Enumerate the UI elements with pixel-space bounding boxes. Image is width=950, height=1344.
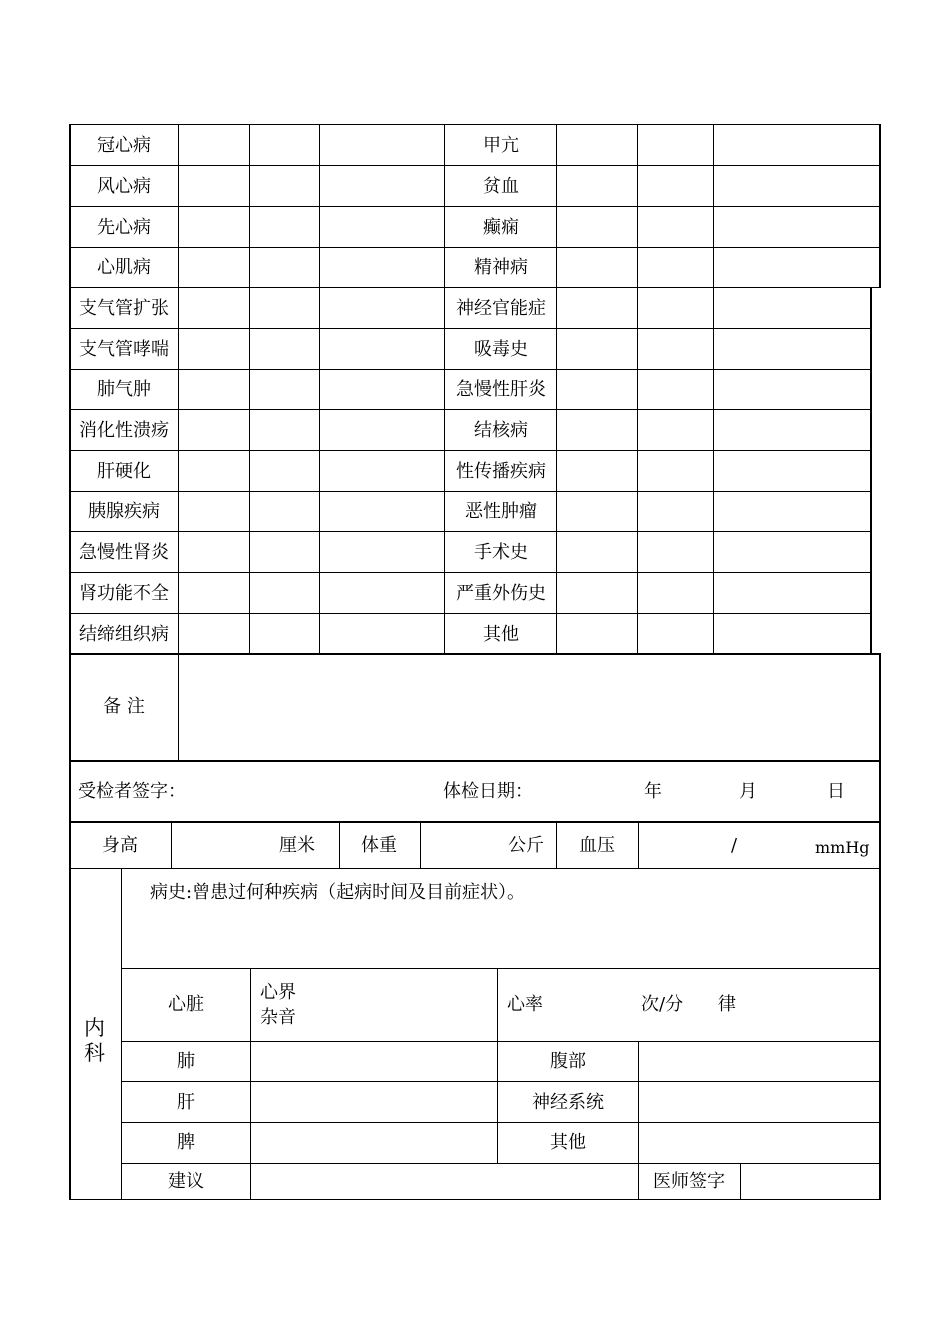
history-right-label: 癫痫 <box>483 216 519 238</box>
history-answer-cell[interactable] <box>639 532 712 571</box>
history-answer-cell[interactable] <box>180 248 248 286</box>
history-left-label: 支气管哮喘 <box>79 338 169 360</box>
history-answer-cell[interactable] <box>715 248 878 286</box>
history-answer-cell[interactable] <box>321 126 443 164</box>
history-left-label: 心肌病 <box>97 257 151 278</box>
heart-border-label: 心界 <box>260 982 296 1003</box>
history-answer-cell[interactable] <box>321 248 443 286</box>
history-answer-cell[interactable] <box>321 492 443 530</box>
grid-line <box>69 653 881 655</box>
grid-line <box>249 124 250 654</box>
history-answer-cell[interactable] <box>251 166 318 205</box>
grid-line <box>637 124 638 654</box>
history-answer-cell[interactable] <box>715 573 869 612</box>
history-answer-cell[interactable] <box>180 126 248 164</box>
grid-line <box>69 760 881 762</box>
history-prompt: 病史:曾患过何种疾病（起病时间及目前症状）。 <box>150 882 526 903</box>
blood-pressure-separator: / <box>731 835 738 856</box>
blood-pressure-unit: mmHg <box>815 838 870 857</box>
history-answer-cell[interactable] <box>558 614 636 653</box>
heart-rate-unit: 次/分 <box>641 994 684 1015</box>
history-answer-cell[interactable] <box>558 126 636 164</box>
history-answer-cell[interactable] <box>180 370 248 408</box>
grid-line <box>879 124 881 287</box>
history-right-label: 恶性肿瘤 <box>465 501 537 522</box>
history-answer-cell[interactable] <box>558 166 636 205</box>
history-answer-cell[interactable] <box>639 126 712 164</box>
date-year-label: 年 <box>644 781 662 802</box>
heart-murmur-label: 杂音 <box>260 1007 296 1028</box>
history-answer-cell[interactable] <box>639 207 712 246</box>
history-answer-cell[interactable] <box>180 288 248 327</box>
grid-line <box>879 654 881 1200</box>
history-answer-cell[interactable] <box>321 370 443 408</box>
abdomen-label: 腹部 <box>550 1051 586 1072</box>
history-answer-cell[interactable] <box>715 410 869 449</box>
history-answer-cell[interactable] <box>180 166 248 205</box>
history-answer-cell[interactable] <box>558 573 636 612</box>
other-field[interactable] <box>640 1124 879 1162</box>
history-right-label: 甲亢 <box>483 135 519 156</box>
history-answer-cell[interactable] <box>321 614 443 653</box>
lung-field[interactable] <box>252 1043 496 1081</box>
history-left-label: 先心病 <box>97 216 151 238</box>
history-left-label: 风心病 <box>97 175 151 197</box>
history-answer-cell[interactable] <box>321 451 443 490</box>
history-right-label: 手术史 <box>474 541 528 563</box>
grid-line <box>319 124 320 654</box>
history-answer-cell[interactable] <box>639 451 712 490</box>
examinee-signature-label: 受检者签字： <box>78 781 186 802</box>
history-answer-cell[interactable] <box>558 248 636 286</box>
history-answer-cell[interactable] <box>715 370 869 408</box>
history-answer-cell[interactable] <box>321 207 443 246</box>
date-day-label: 日 <box>827 781 845 802</box>
history-answer-cell[interactable] <box>251 288 318 327</box>
history-answer-cell[interactable] <box>639 492 712 530</box>
history-answer-cell[interactable] <box>180 614 248 653</box>
history-right-label: 性传播疾病 <box>456 460 546 482</box>
history-right-label: 神经官能症 <box>456 297 546 319</box>
liver-field[interactable] <box>252 1083 496 1121</box>
history-answer-cell[interactable] <box>321 288 443 327</box>
history-left-label: 结缔组织病 <box>79 623 169 645</box>
history-answer-cell[interactable] <box>251 248 318 286</box>
date-month-label: 月 <box>739 781 757 802</box>
history-answer-cell[interactable] <box>558 532 636 571</box>
spleen-label: 脾 <box>177 1132 195 1153</box>
history-right-label: 严重外伤史 <box>456 582 546 604</box>
history-answer-cell[interactable] <box>715 329 869 368</box>
grid-line <box>870 287 872 654</box>
height-unit: 厘米 <box>279 835 315 856</box>
remarks-field[interactable] <box>179 656 879 759</box>
advice-field[interactable] <box>252 1165 637 1199</box>
doctor-signature-field[interactable] <box>742 1165 879 1199</box>
doctor-signature-label: 医师签字 <box>653 1171 725 1192</box>
blood-pressure-field[interactable] <box>640 823 810 868</box>
grid-line <box>713 124 714 654</box>
grid-line <box>556 124 557 654</box>
history-answer-cell[interactable] <box>558 410 636 449</box>
nervous-system-label: 神经系统 <box>532 1092 604 1113</box>
history-left-label: 冠心病 <box>97 135 151 156</box>
history-answer-cell[interactable] <box>639 370 712 408</box>
grid-line <box>339 821 340 868</box>
heart-rate-label: 心率 <box>507 994 543 1015</box>
history-answer-cell[interactable] <box>321 573 443 612</box>
history-answer-cell[interactable] <box>715 166 878 205</box>
grid-line <box>171 821 172 868</box>
history-left-label: 胰腺疾病 <box>88 501 160 522</box>
abdomen-field[interactable] <box>640 1043 879 1081</box>
grid-line <box>121 1163 880 1164</box>
weight-field[interactable] <box>422 823 502 868</box>
history-answer-cell[interactable] <box>715 126 878 164</box>
history-answer-cell[interactable] <box>715 492 869 530</box>
grid-line <box>638 821 639 868</box>
grid-line <box>740 1163 741 1200</box>
history-answer-cell[interactable] <box>715 451 869 490</box>
history-left-label: 肝硬化 <box>97 460 151 482</box>
grid-line <box>69 868 881 869</box>
examinee-signature-field[interactable] <box>186 764 436 820</box>
grid-line <box>444 124 445 654</box>
history-answer-cell[interactable] <box>321 410 443 449</box>
history-field[interactable] <box>123 905 879 967</box>
history-answer-cell[interactable] <box>715 532 869 571</box>
history-left-label: 肺气肿 <box>97 379 151 400</box>
history-answer-cell[interactable] <box>321 166 443 205</box>
history-left-label: 消化性溃疡 <box>79 419 169 441</box>
history-answer-cell[interactable] <box>251 207 318 246</box>
history-answer-cell[interactable] <box>639 248 712 286</box>
history-right-label: 其他 <box>483 623 519 645</box>
history-answer-cell[interactable] <box>639 573 712 612</box>
history-left-label: 支气管扩张 <box>79 297 169 319</box>
grid-line <box>121 968 880 969</box>
history-right-label: 结核病 <box>474 419 528 441</box>
history-answer-cell[interactable] <box>251 126 318 164</box>
history-answer-cell[interactable] <box>639 329 712 368</box>
heart-label: 心脏 <box>168 994 204 1015</box>
rhythm-label: 律 <box>718 994 736 1015</box>
history-answer-cell[interactable] <box>639 614 712 653</box>
history-answer-cell[interactable] <box>251 410 318 449</box>
history-answer-cell[interactable] <box>180 207 248 246</box>
history-answer-cell[interactable] <box>180 329 248 368</box>
history-answer-cell[interactable] <box>639 166 712 205</box>
grid-line <box>497 968 498 1163</box>
history-answer-cell[interactable] <box>251 329 318 368</box>
history-answer-cell[interactable] <box>558 370 636 408</box>
history-answer-cell[interactable] <box>251 614 318 653</box>
remarks-label: 备 注 <box>103 696 145 717</box>
grid-line <box>420 821 421 868</box>
history-answer-cell[interactable] <box>251 370 318 408</box>
grid-line <box>178 124 179 654</box>
history-right-label: 贫血 <box>483 175 519 197</box>
history-answer-cell[interactable] <box>180 573 248 612</box>
grid-line <box>69 124 71 1200</box>
history-right-label: 急慢性肝炎 <box>456 379 546 400</box>
history-answer-cell[interactable] <box>251 573 318 612</box>
blood-pressure-label: 血压 <box>579 835 615 856</box>
history-answer-cell[interactable] <box>321 329 443 368</box>
history-answer-cell[interactable] <box>251 492 318 530</box>
spleen-field[interactable] <box>252 1124 496 1162</box>
internal-medicine-label: 内 科 <box>84 1016 105 1065</box>
history-answer-cell[interactable] <box>180 410 248 449</box>
grid-line <box>250 968 251 1200</box>
history-answer-cell[interactable] <box>715 288 869 327</box>
history-answer-cell[interactable] <box>321 532 443 571</box>
lung-label: 肺 <box>177 1051 195 1072</box>
grid-line <box>121 1122 880 1123</box>
advice-label: 建议 <box>168 1171 204 1192</box>
history-left-label: 急慢性肾炎 <box>79 541 169 563</box>
exam-date-label: 体检日期： <box>443 781 533 802</box>
history-right-label: 吸毒史 <box>474 338 528 360</box>
history-answer-cell[interactable] <box>180 532 248 571</box>
history-left-label: 肾功能不全 <box>79 582 169 604</box>
height-field[interactable] <box>173 823 273 868</box>
history-answer-cell[interactable] <box>558 451 636 490</box>
grid-line <box>69 1199 881 1200</box>
weight-label: 体重 <box>361 835 397 856</box>
history-answer-cell[interactable] <box>715 614 869 653</box>
grid-line <box>69 124 881 125</box>
history-answer-cell[interactable] <box>558 288 636 327</box>
history-answer-cell[interactable] <box>558 329 636 368</box>
history-answer-cell[interactable] <box>558 207 636 246</box>
history-answer-cell[interactable] <box>251 451 318 490</box>
grid-line <box>638 1041 639 1200</box>
liver-label: 肝 <box>177 1092 195 1113</box>
history-answer-cell[interactable] <box>639 288 712 327</box>
grid-line <box>121 868 122 1200</box>
weight-unit: 公斤 <box>508 835 544 856</box>
history-answer-cell[interactable] <box>558 492 636 530</box>
history-answer-cell[interactable] <box>715 207 878 246</box>
grid-line <box>121 1041 880 1042</box>
history-right-label: 精神病 <box>474 257 528 278</box>
other-label: 其他 <box>550 1132 586 1153</box>
history-answer-cell[interactable] <box>639 410 712 449</box>
history-answer-cell[interactable] <box>180 492 248 530</box>
grid-line <box>556 821 557 868</box>
history-answer-cell[interactable] <box>251 532 318 571</box>
history-answer-cell[interactable] <box>180 451 248 490</box>
grid-line <box>121 1081 880 1082</box>
height-label: 身高 <box>102 835 138 856</box>
nervous-system-field[interactable] <box>640 1083 879 1121</box>
